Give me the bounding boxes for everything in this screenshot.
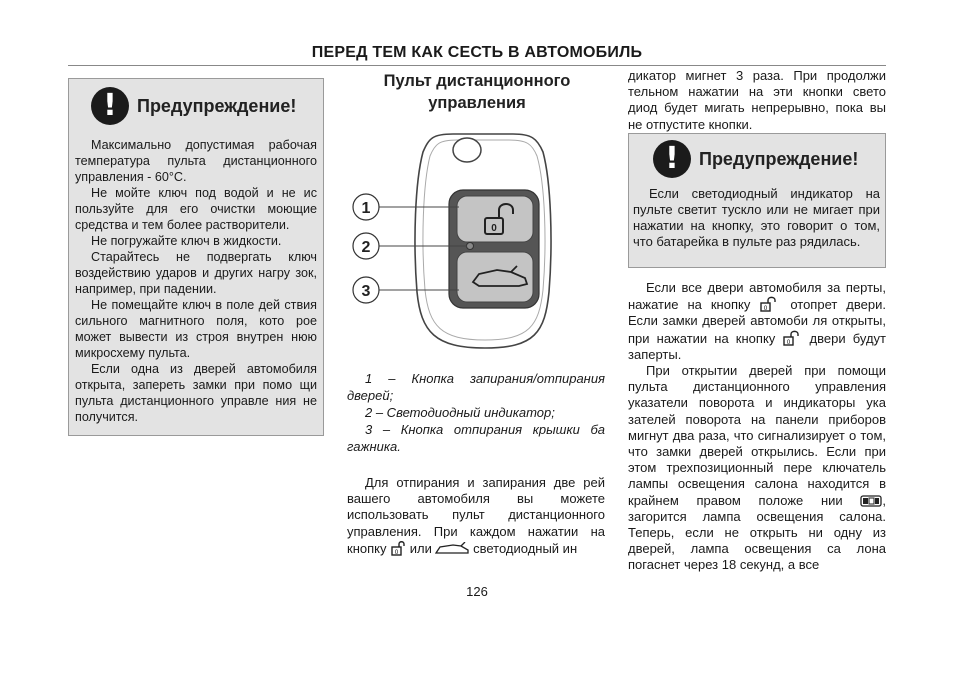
right-warning-head (653, 140, 880, 178)
callout-label: 1 (361, 200, 371, 217)
callout-label: 3 (361, 283, 371, 300)
warning-paragraph: Если одна из дверей автомобиля открыта, запереть замки при помо щи пульта дистанционного управле ния не получится. (75, 362, 317, 424)
warning-paragraph: Не погружайте ключ в жидкости. (91, 234, 282, 248)
middle-paragraph (347, 475, 605, 557)
left-warning-title: Предупреждение! (137, 95, 297, 116)
text-run: отопрет двери. Если замки дверей автомоби ля открыты, при нажатии на кнопку (628, 297, 886, 346)
right-paragraph: дикатор мигнет 3 раза. При продолжи тельном нажатии на эти кнопки свето диод будет мигать непрерывно, пока вы не отпустите кнопки. (628, 68, 886, 132)
padlock-open-icon (759, 296, 781, 312)
page-header: ПЕРЕД ТЕМ КАК СЕСТЬ В АВТОМОБИЛЬ (311, 44, 643, 61)
callout-label: 2 (361, 239, 371, 256)
page-number: 126 (466, 584, 488, 599)
right-paragraph (628, 363, 886, 574)
interior-light-switch-icon (860, 494, 882, 508)
warning-paragraph: Не помещайте ключ в поле дей ствия сильного магнитного поля, кото рое может вывести из строя внутрен нюю микросхему пульта. (75, 298, 317, 360)
caption: 1 – Кнопка запирания/отпирания дверей; (347, 371, 605, 403)
exclamation-icon: ! (653, 140, 691, 178)
svg-text:0: 0 (764, 306, 768, 313)
section-title (347, 70, 607, 114)
remote-key-illustration (345, 122, 585, 362)
led-indicator (467, 243, 474, 250)
svg-text:0: 0 (394, 549, 399, 556)
middle-body (347, 475, 605, 557)
section-title-line: управления (428, 94, 526, 112)
car-trunk-icon (435, 542, 469, 556)
right-warning-title: Предупреждение! (699, 148, 859, 169)
text-run: Для отпирания и запирания две рей вашего автомобиля вы можете использовать пульт дистанционного управления. При каждом нажатии на кнопку (347, 475, 605, 556)
key-ring-hole (453, 138, 481, 162)
right-warning-box (628, 133, 886, 268)
caption: 3 – Кнопка отпирания крышки ба гажника. (347, 422, 605, 454)
header-rule (68, 65, 886, 66)
left-warning-box (68, 78, 324, 436)
text-run: При открытии дверей при помощи пульта дистанционного управления указатели поворота и индикаторы ука зателей поворота на панели приборов мигнут два раза, что сигнализирует о том, что замки дверей открылись. Если при этом трехпозиционный пере ключатель лампы освещения салона находится в крайнем правом положе нии (628, 363, 886, 508)
section-title-line: Пульт дистанционного (383, 72, 571, 90)
warning-paragraph: Максимально допустимая рабочая температура пульта дистанционного управления - 60°C. (75, 138, 317, 184)
right-top-text (628, 68, 886, 133)
caption: 2 – Светодиодный индикатор; (365, 405, 555, 420)
exclamation-icon: ! (91, 87, 129, 125)
text-run: , загорится лампа освещения салона. Теперь, если не открыть ни одну из дверей, лампа освещения са лона погаснет через 18 секунд, а все (628, 492, 886, 573)
warning-paragraph: Если светодиодный индикатор на пульте светит тускло или не мигает при нажатии на кнопку, это говорит о том, что батарейка в пульте раз рядилась. (633, 186, 880, 249)
text-run: Если все двери автомобиля за перты, нажатие на кнопку (628, 280, 886, 313)
left-warning-head (91, 87, 317, 125)
figure-captions (347, 370, 605, 455)
right-body (628, 280, 886, 574)
right-paragraph (628, 280, 886, 363)
warning-paragraph: Не мойте ключ под водой и не ис пользуйте для его очистки моющие средства и тем более растворители. (75, 186, 317, 232)
text-run: двери будут заперты. (628, 330, 886, 362)
svg-text:0: 0 (787, 339, 791, 346)
padlock-icon (390, 540, 406, 556)
padlock-icon (782, 330, 802, 346)
warning-paragraph: Старайтесь не подвергать ключ воздействию ударов и других нагру зок, например, при падении. (75, 250, 317, 296)
text-run: светодиодный ин (473, 540, 578, 556)
svg-text:0: 0 (491, 223, 497, 234)
text-run: или (409, 540, 432, 556)
